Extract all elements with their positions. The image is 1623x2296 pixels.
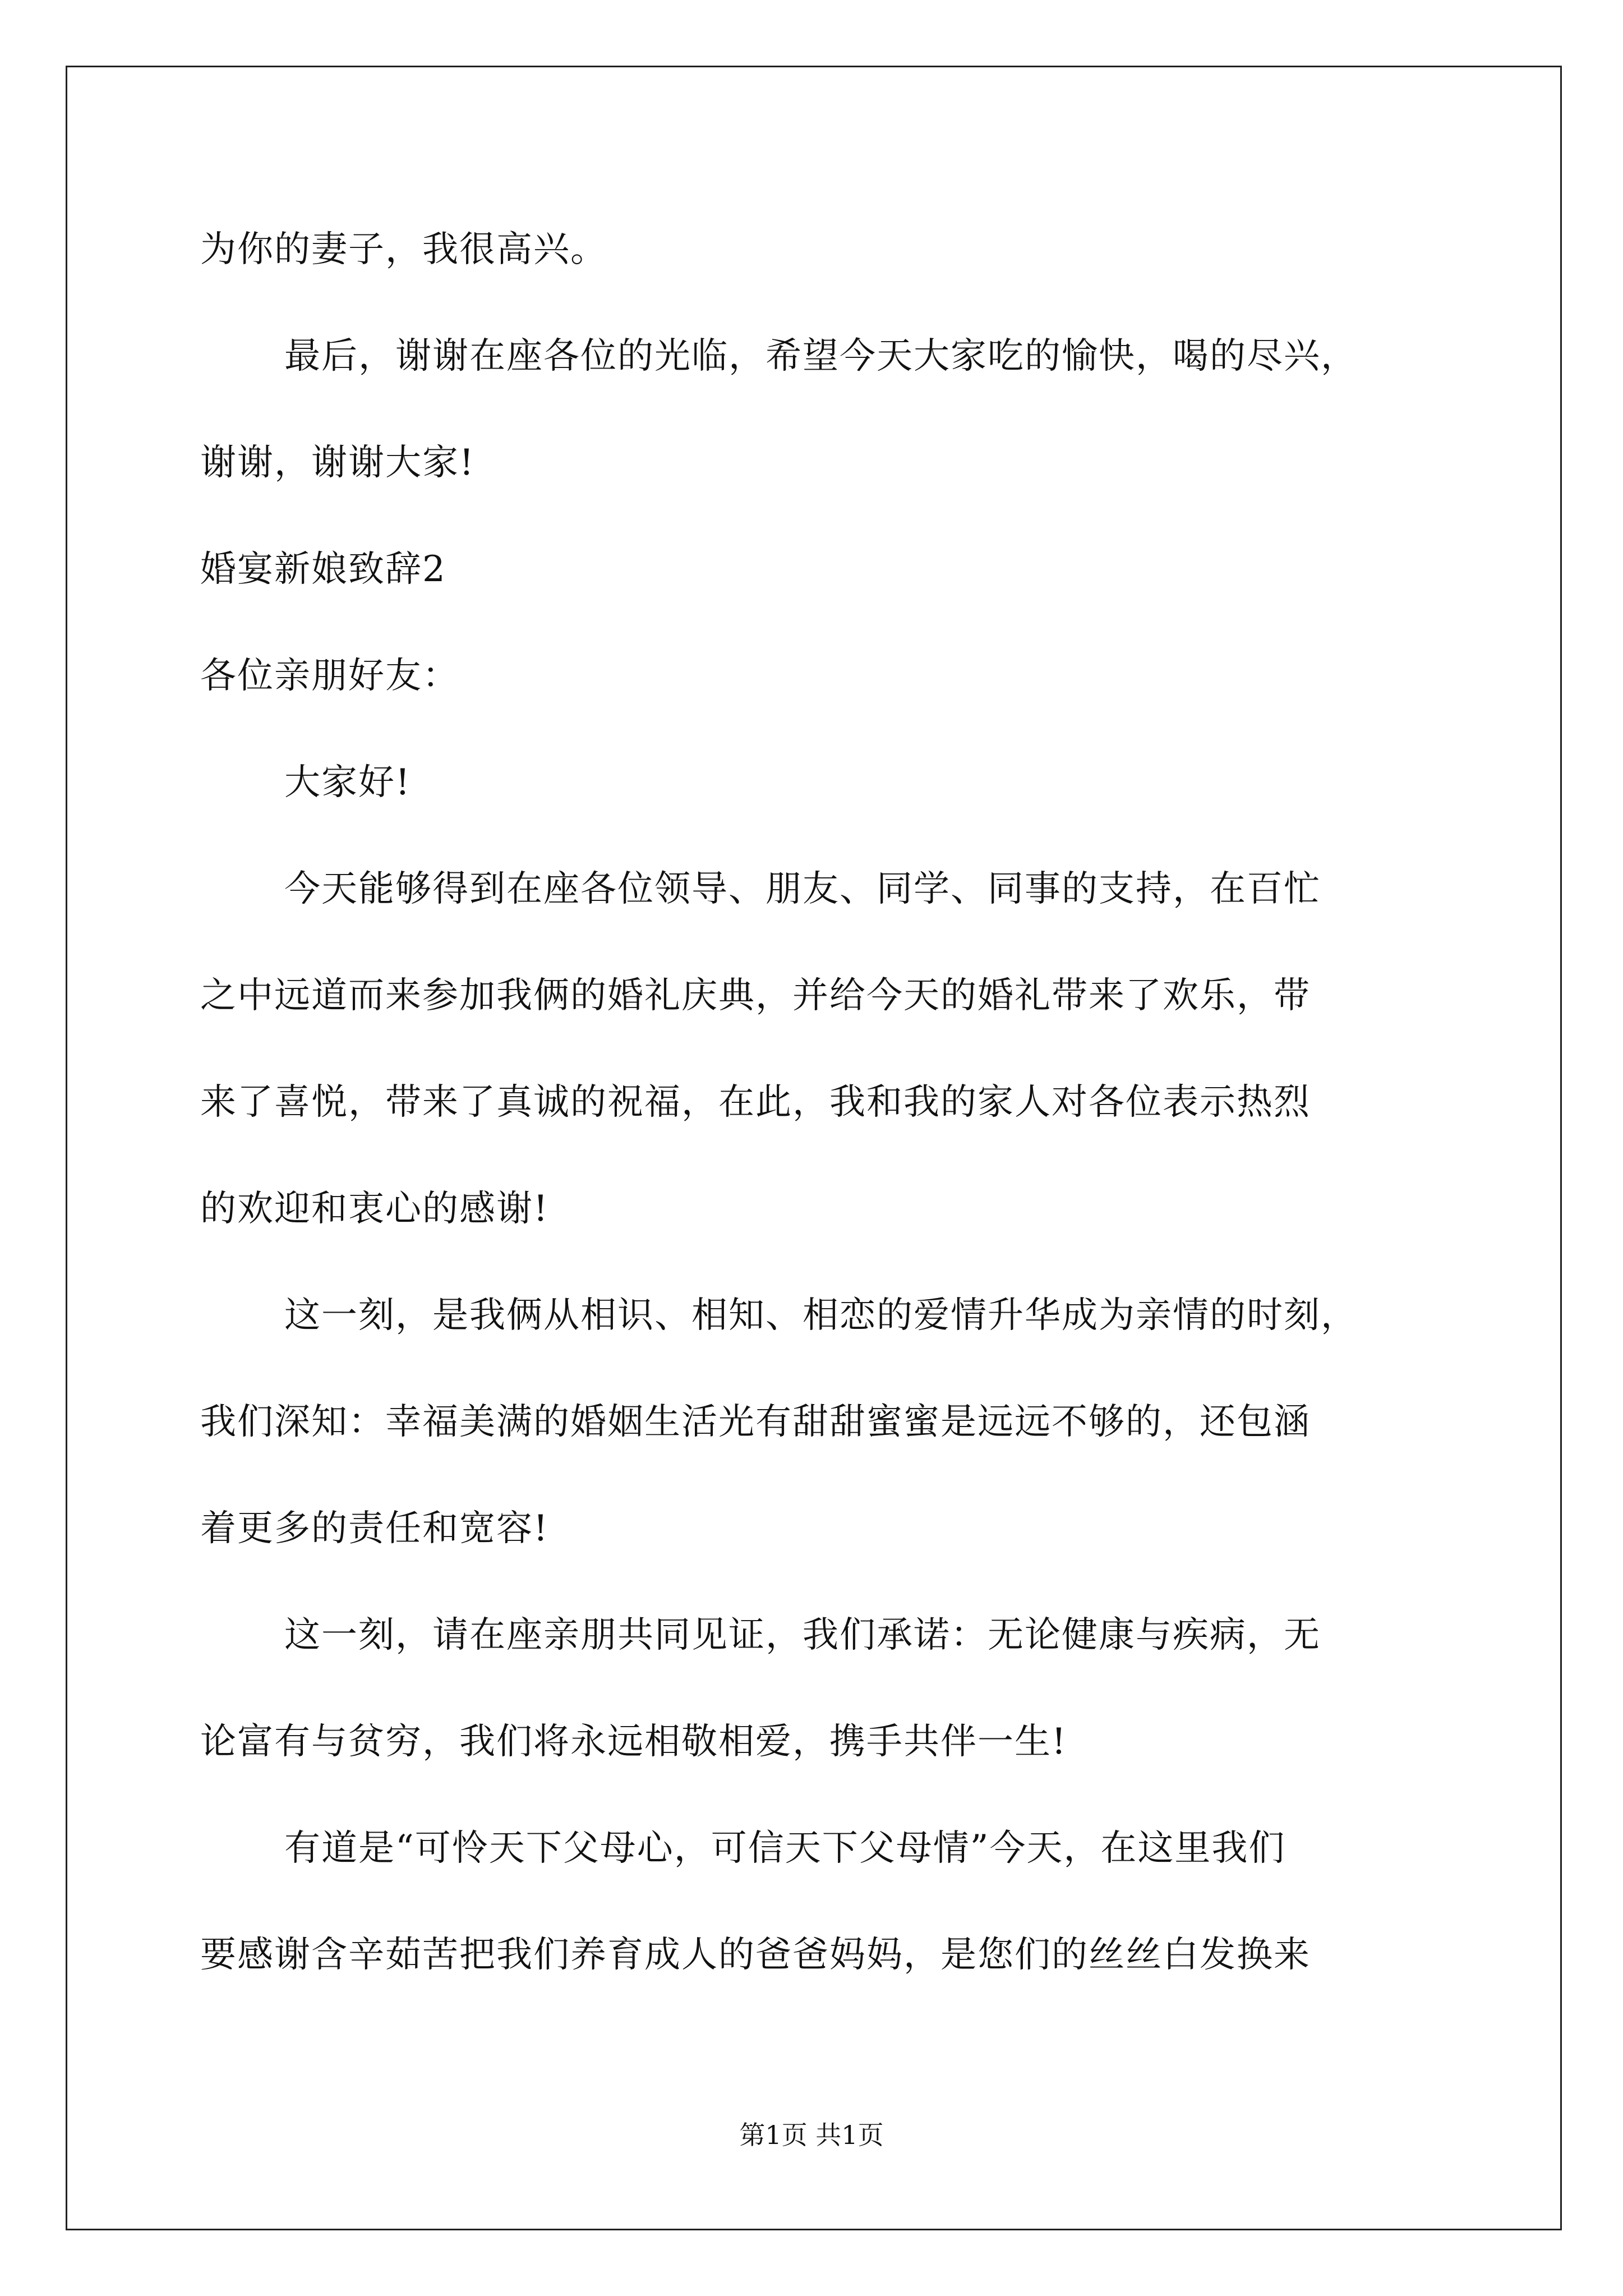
text-line-17: 要感谢含辛茹苦把我们养育成人的爸爸妈妈，是您们的丝丝白发换来: [200, 1934, 1311, 1976]
salutation: 各位亲朋好友：: [200, 655, 459, 697]
text-line-11: 这一刻，是我俩从相识、相知、相恋的爱情升华成为亲情的时刻，: [284, 1295, 1358, 1336]
text-line-1: 为你的妻子，我很高兴。: [200, 229, 607, 270]
section-heading: 婚宴新娘致辞2: [200, 549, 446, 590]
text-line-13: 着更多的责任和宽容!: [200, 1508, 549, 1549]
text-line-16: 有道是“可怜天下父母心，可信天下父母情”今天，在这里我们: [284, 1828, 1286, 1869]
text-line-8: 之中远道而来参加我俩的婚礼庆典，并给今天的婚礼带来了欢乐，带: [200, 975, 1311, 1016]
text-line-7: 今天能够得到在座各位领导、朋友、同学、同事的支持，在百忙: [284, 868, 1321, 910]
text-line-2: 最后，谢谢在座各位的光临，希望今天大家吃的愉快，喝的尽兴，: [284, 335, 1358, 377]
text-line-14: 这一刻，请在座亲朋共同见证，我们承诺：无论健康与疾病，无: [284, 1614, 1321, 1656]
text-line-12: 我们深知：幸福美满的婚姻生活光有甜甜蜜蜜是远远不够的，还包涵: [200, 1401, 1311, 1443]
text-line-3: 谢谢，谢谢大家!: [200, 442, 475, 484]
page-footer: 第1页 共1页: [739, 2120, 884, 2150]
text-line-10: 的欢迎和衷心的感谢!: [200, 1188, 549, 1230]
text-line-9: 来了喜悦，带来了真诚的祝福，在此，我和我的家人对各位表示热烈: [200, 1082, 1311, 1123]
text-line-15: 论富有与贫穷，我们将永远相敬相爱，携手共伴一生!: [200, 1721, 1067, 1763]
greeting: 大家好!: [284, 762, 411, 803]
page-border: [66, 66, 1562, 2230]
